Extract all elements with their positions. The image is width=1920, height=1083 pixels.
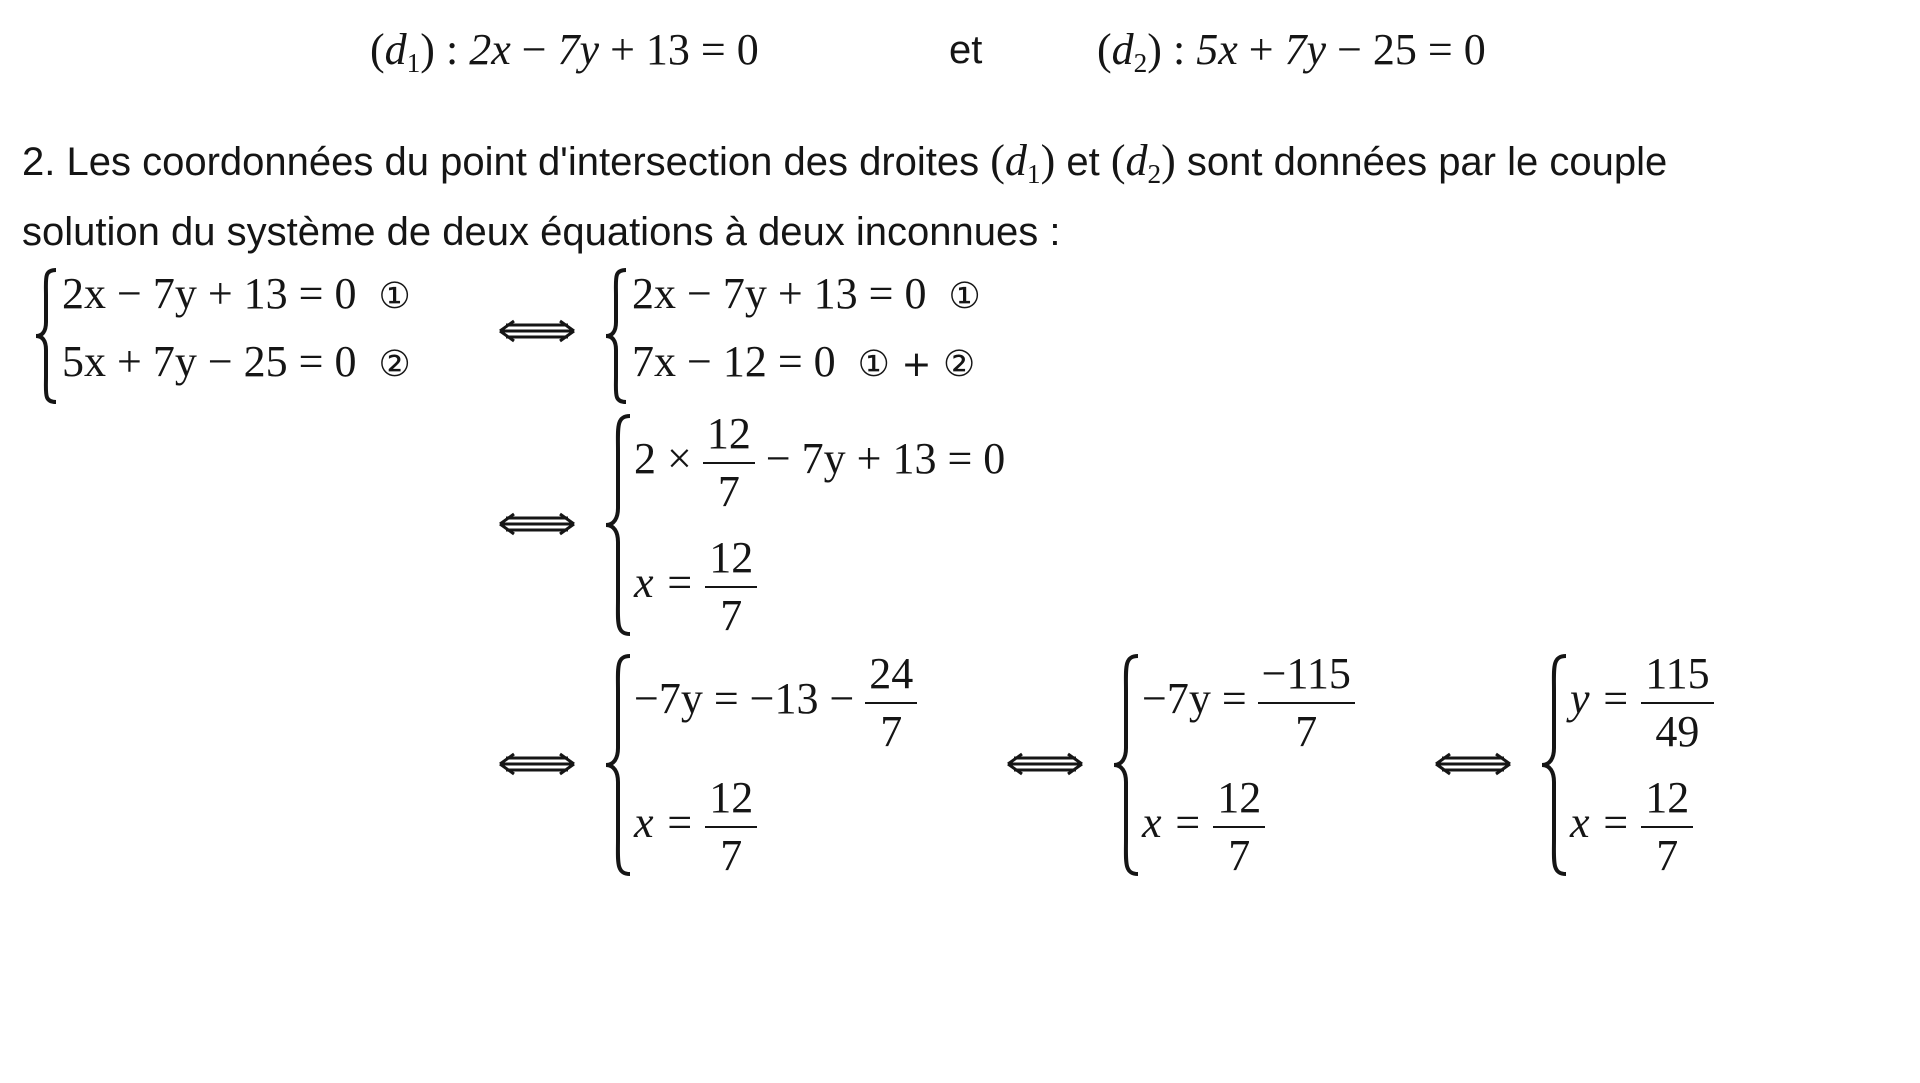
system-5-eq-2: x = $\frac{12}{7}$ [1142,776,1265,878]
system-2-eq-2: 7x − 12 = 0 ① + ② [632,337,976,386]
fraction: $\frac{12}{7}$ [1213,776,1265,878]
fraction: $\frac{12}{7}$ [705,776,757,878]
left-brace-icon [1112,652,1142,878]
system-3-eq-2: x = $\frac{12}{7}$ [634,536,757,638]
left-brace-icon [604,266,630,406]
system-4-eq-2: x = $\frac{12}{7}$ [634,776,757,878]
equivalence-arrow-icon [496,750,578,778]
equivalence-arrow-icon [496,317,578,345]
equivalence-arrow-icon [496,510,578,538]
left-brace-icon [604,652,634,878]
et-connector: et [949,28,983,72]
intro-paragraph [22,132,1667,261]
equivalence-arrow-icon [1004,750,1086,778]
system-6-eq-1: y = $\frac{115}{49}$ [1570,652,1714,754]
fraction: $\frac{12}{7}$ [703,412,755,514]
fraction: $\frac{-115}{7}$ [1258,652,1355,754]
paragraph-line-2: solution du système de deux équations à deux inconnues : [22,210,1061,255]
left-brace-icon [34,266,60,406]
system-6-eq-2: x = $\frac{12}{7}$ [1570,776,1693,878]
system-1-eq-2: 5x + 7y − 25 = 0 ② [62,337,411,386]
system-3-eq-1: 2 × $\frac{12}{7}$ − 7y + 13 = 0 [634,409,1006,516]
d2-equation: $(d_2)$ : 5x + 7y − 25 = 0 [1097,25,1486,79]
system-5-eq-1: −7y = $\frac{-115}{7}$ [1142,652,1355,754]
d1-equation: $(d_1)$ : 2x − 7y + 13 = 0 [370,25,759,79]
left-brace-icon [1540,652,1570,878]
fraction: $\frac{115}{49}$ [1641,652,1713,754]
system-1-eq-1: 2x − 7y + 13 = 0 ① [62,269,411,318]
left-brace-icon [604,412,634,638]
system-4-eq-1: −7y = −13 − $\frac{24}{7}$ [634,652,917,754]
paragraph-line-1: 2. Les coordonnées du point d'intersection des droites $(d_1)$ et $(d_2)$ sont données par le couple [22,136,1668,190]
system-2-eq-1: 2x − 7y + 13 = 0 ① [632,269,981,318]
equivalence-arrow-icon [1432,750,1514,778]
fraction: $\frac{12}{7}$ [1641,776,1693,878]
fraction: $\frac{12}{7}$ [705,536,757,638]
fraction: $\frac{24}{7}$ [865,652,917,754]
